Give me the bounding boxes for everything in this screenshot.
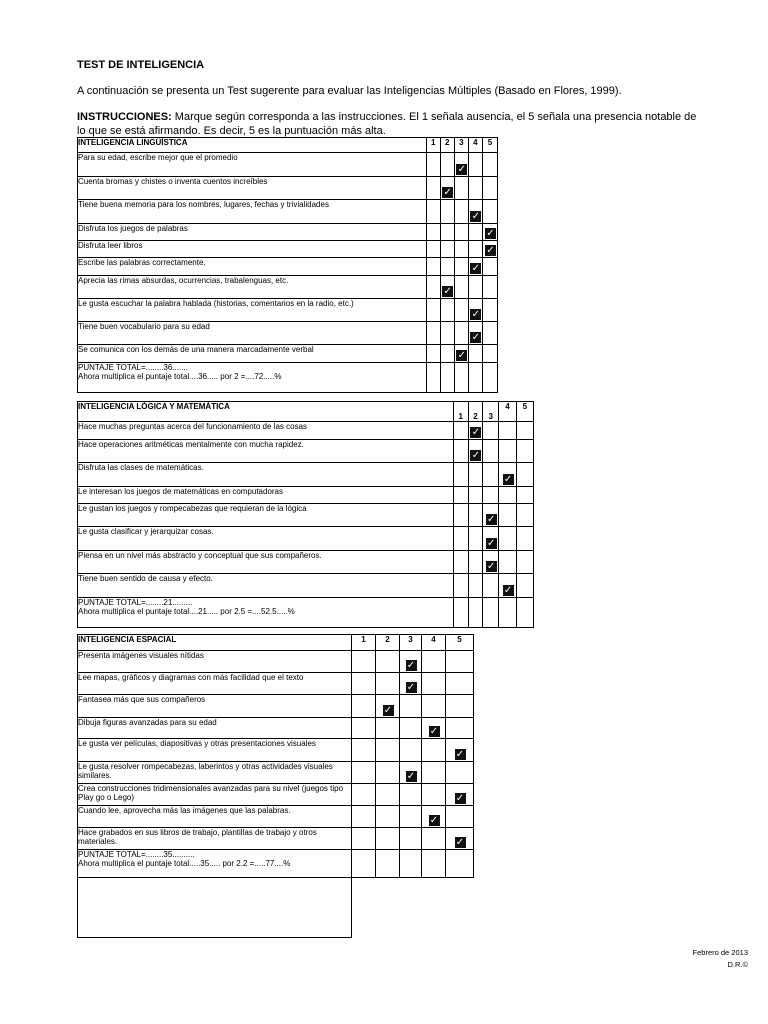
score-cell-5[interactable]	[482, 322, 497, 345]
score-cell-1[interactable]	[352, 651, 376, 673]
item-label: Tiene buena memoria para los nombres, lugares, fechas y trivialidades	[78, 200, 427, 224]
score-cell-1[interactable]	[426, 200, 440, 224]
table-row	[78, 322, 498, 345]
score-cell-3[interactable]	[454, 276, 468, 299]
checkmark-icon: ✓	[443, 286, 452, 297]
item-label: Cuando lee, aprovecha más las imágenes que las palabras.	[78, 806, 352, 828]
item-label: Disfruta leer libros	[78, 241, 427, 258]
score-cell-2[interactable]	[440, 200, 454, 224]
score-cell-1[interactable]	[352, 673, 376, 695]
table-row	[78, 651, 474, 673]
score-cell-1[interactable]	[453, 422, 468, 440]
checkmark-icon: ✓	[455, 793, 465, 804]
item-label: Se comunica con los demás de una manera marcadamente verbal	[78, 345, 427, 363]
table-row	[78, 224, 498, 241]
table-row	[78, 422, 534, 440]
score-cell-2[interactable]	[440, 224, 454, 241]
score-cell-3[interactable]	[454, 322, 468, 345]
instructions-label: INSTRUCCIONES:	[77, 111, 172, 123]
score-cell-4[interactable]	[422, 762, 446, 784]
score-cell-3[interactable]	[483, 527, 499, 551]
score-cell-5[interactable]	[446, 739, 474, 762]
score-cell-5[interactable]	[482, 258, 497, 276]
score-cell-3[interactable]	[400, 784, 422, 806]
table-row	[78, 527, 534, 551]
score-cell-5[interactable]	[446, 695, 474, 718]
total-line: PUNTAJE TOTAL=........35..........	[78, 850, 195, 859]
score-cell-5[interactable]	[482, 299, 497, 322]
score-cell-2[interactable]	[468, 574, 482, 598]
logica-header: INTELIGENCIA LÓGICA Y MATEMÁTICA	[78, 402, 454, 422]
scale-2: 2	[440, 138, 454, 153]
score-cell-5[interactable]	[516, 551, 533, 574]
checkmark-icon: ✓	[487, 538, 496, 549]
score-cell-5[interactable]	[516, 440, 533, 463]
score-cell-2[interactable]	[376, 739, 400, 762]
score-cell-4[interactable]	[468, 153, 482, 177]
linguistica-header: INTELIGENCIA LINGÜÍSTICA	[78, 138, 427, 153]
score-cell-3[interactable]	[400, 739, 422, 762]
score-cell-4[interactable]	[468, 224, 482, 241]
score-cell-4[interactable]	[499, 463, 516, 487]
score-cell-5[interactable]	[482, 241, 497, 258]
table-row	[78, 762, 474, 784]
score-cell-1[interactable]	[426, 258, 440, 276]
total-line: PUNTAJE TOTAL=........21.........	[78, 598, 193, 607]
scale-2: 2	[468, 402, 482, 422]
scale-1: 1	[426, 138, 440, 153]
checkmark-icon: ✓	[443, 187, 452, 198]
score-cell-2[interactable]	[376, 718, 400, 739]
item-label: Le gusta ver películas, diapositivas y otras presentaciones visuales	[78, 739, 352, 762]
score-cell-1[interactable]	[352, 762, 376, 784]
footer-date: Febrero de 2013	[692, 948, 748, 957]
scale-4: 4	[499, 402, 516, 422]
footer	[693, 947, 748, 971]
score-cell-5[interactable]	[516, 422, 533, 440]
score-cell-2[interactable]	[376, 651, 400, 673]
score-cell-5[interactable]	[516, 487, 533, 504]
score-cell-1[interactable]	[453, 527, 468, 551]
item-label: Le interesan los juegos de matemáticas en computadoras	[78, 487, 454, 504]
item-label: Tiene buen sentido de causa y efecto.	[78, 574, 454, 598]
score-cell-2[interactable]	[440, 276, 454, 299]
score-cell-4[interactable]	[422, 718, 446, 739]
score-cell-3[interactable]	[483, 422, 499, 440]
table-row	[78, 673, 474, 695]
score-cell-1[interactable]	[426, 322, 440, 345]
checkmark-icon: ✓	[471, 263, 481, 274]
score-cell-4[interactable]	[499, 422, 516, 440]
item-label: Para su edad, escribe mejor que el promedio	[78, 153, 427, 177]
score-cell-1[interactable]	[453, 504, 468, 527]
checkmark-icon: ✓	[471, 450, 481, 461]
score-cell-3[interactable]	[454, 177, 468, 200]
checkmark-icon: ✓	[487, 561, 496, 572]
score-cell-4[interactable]	[468, 258, 482, 276]
item-label: Fantasea más que sus compañeros	[78, 695, 352, 718]
checkmark-icon: ✓	[503, 474, 513, 485]
table-row	[78, 718, 474, 739]
item-label: Escribe las palabras correctamente.	[78, 258, 427, 276]
score-cell-3[interactable]	[400, 762, 422, 784]
table-row	[78, 345, 498, 363]
score-cell-3[interactable]	[483, 504, 499, 527]
score-cell-1[interactable]	[426, 153, 440, 177]
table-row	[78, 487, 534, 504]
espacial-table	[77, 634, 474, 938]
score-cell-3[interactable]	[400, 806, 422, 828]
checkmark-icon: ✓	[455, 837, 465, 848]
score-cell-5[interactable]	[446, 762, 474, 784]
score-cell-1[interactable]	[426, 177, 440, 200]
scale-5: 5	[516, 402, 533, 422]
score-cell-2[interactable]	[468, 440, 482, 463]
checkmark-icon: ✓	[486, 228, 495, 239]
score-cell-5[interactable]	[446, 673, 474, 695]
score-cell-1[interactable]	[453, 487, 468, 504]
score-cell-2[interactable]	[468, 422, 482, 440]
checkmark-icon: ✓	[471, 332, 481, 343]
total-percent-line: Ahora multiplica el puntaje total....21..... por 2.5 =....52.5.....%	[78, 607, 295, 616]
linguistica-total	[78, 363, 427, 393]
score-cell-4[interactable]	[422, 651, 446, 673]
score-cell-1[interactable]	[426, 345, 440, 363]
score-cell-5[interactable]	[446, 806, 474, 828]
score-cell-3[interactable]	[454, 200, 468, 224]
table-row	[78, 241, 498, 258]
intro-text: A continuación se presenta un Test sugerente para evaluar las Inteligencias Múltiples (Basado en Flores, 1999).	[77, 85, 622, 97]
score-cell-1[interactable]	[426, 224, 440, 241]
score-cell-2[interactable]	[440, 322, 454, 345]
item-label: Hace grabados en sus libros de trabajo, plantillas de trabajo y otros materiales.	[78, 828, 352, 850]
item-label: Hace operaciones aritméticas mentalmente con mucha rapidez.	[78, 440, 454, 463]
score-cell-2[interactable]	[440, 299, 454, 322]
total-line: PUNTAJE TOTAL=........36.......	[78, 363, 188, 372]
score-cell-3[interactable]	[454, 153, 468, 177]
table-row	[78, 153, 498, 177]
checkmark-icon: ✓	[503, 585, 513, 596]
logica-total	[78, 598, 454, 628]
score-cell-2[interactable]	[468, 527, 482, 551]
checkmark-icon: ✓	[406, 660, 416, 671]
score-cell-5[interactable]	[446, 784, 474, 806]
score-cell-2[interactable]	[468, 487, 482, 504]
score-cell-2[interactable]	[468, 551, 482, 574]
item-label: Le gusta clasificar y jerarquizar cosas.	[78, 527, 454, 551]
item-label: Disfruta las clases de matemáticas.	[78, 463, 454, 487]
score-cell-4[interactable]	[468, 241, 482, 258]
scale-1: 1	[453, 402, 468, 422]
score-cell-3[interactable]	[454, 299, 468, 322]
checkmark-icon: ✓	[383, 705, 393, 716]
scale-3: 3	[483, 402, 499, 422]
score-cell-5[interactable]	[516, 504, 533, 527]
score-cell-1[interactable]	[352, 695, 376, 718]
score-cell-3[interactable]	[400, 718, 422, 739]
table-row	[78, 551, 534, 574]
table-row	[78, 200, 498, 224]
logica-table	[77, 401, 534, 628]
checkmark-icon: ✓	[406, 682, 416, 693]
total-percent-line: Ahora multiplica el puntaje total.....35..... por 2.2 =.....77....%	[78, 859, 291, 868]
score-cell-1[interactable]	[352, 718, 376, 739]
score-cell-2[interactable]	[440, 258, 454, 276]
score-cell-4[interactable]	[468, 276, 482, 299]
score-cell-4[interactable]	[468, 299, 482, 322]
score-cell-5[interactable]	[516, 527, 533, 551]
score-cell-5[interactable]	[446, 718, 474, 739]
table-row	[78, 504, 534, 527]
item-label: Hace muchas preguntas acerca del funcionamiento de las cosas	[78, 422, 454, 440]
score-cell-5[interactable]	[516, 463, 533, 487]
item-label: Dibuja figuras avanzadas para su edad	[78, 718, 352, 739]
score-cell-2[interactable]	[468, 463, 482, 487]
item-label: Lee mapas, gráficos y diagramas con más facilidad que el texto	[78, 673, 352, 695]
score-cell-3[interactable]	[483, 574, 499, 598]
score-cell-1[interactable]	[453, 551, 468, 574]
checkmark-icon: ✓	[429, 815, 439, 826]
item-label: Le gustan los juegos y rompecabezas que requieran de la lógica	[78, 504, 454, 527]
score-cell-4[interactable]	[468, 177, 482, 200]
score-cell-5[interactable]	[482, 200, 497, 224]
score-cell-5[interactable]	[482, 153, 497, 177]
total-percent-line: Ahora multiplica el puntaje total....36..... por 2 =....72.....%	[78, 372, 282, 381]
scale-5: 5	[446, 635, 474, 651]
item-label: Aprecia las rimas absurdas, ocurrencias, trabalenguas, etc.	[78, 276, 427, 299]
score-cell-5[interactable]	[482, 345, 497, 363]
score-cell-4[interactable]	[499, 504, 516, 527]
score-cell-1[interactable]	[453, 440, 468, 463]
score-cell-2[interactable]	[376, 673, 400, 695]
instructions	[77, 110, 707, 138]
item-label: Crea construcciones tridimensionales avanzadas para su nivel (juegos tipo Play go o Lego)	[78, 784, 352, 806]
score-cell-1[interactable]	[426, 241, 440, 258]
table-row	[78, 574, 534, 598]
score-cell-4[interactable]	[422, 673, 446, 695]
scale-4: 4	[468, 138, 482, 153]
score-cell-3[interactable]	[454, 224, 468, 241]
score-cell-4[interactable]	[499, 574, 516, 598]
table-row	[78, 440, 534, 463]
table-row	[78, 177, 498, 200]
footer-rights: D.R.©	[727, 960, 748, 969]
scale-3: 3	[454, 138, 468, 153]
score-cell-3[interactable]	[483, 551, 499, 574]
score-cell-3[interactable]	[483, 440, 499, 463]
score-cell-2[interactable]	[376, 784, 400, 806]
score-cell-3[interactable]	[454, 241, 468, 258]
checkmark-icon: ✓	[455, 749, 465, 760]
score-cell-4[interactable]	[499, 440, 516, 463]
score-cell-5[interactable]	[446, 651, 474, 673]
item-label: Le gusta escuchar la palabra hablada (historias, comentarios en la radio, etc.)	[78, 299, 427, 322]
score-cell-3[interactable]	[454, 345, 468, 363]
score-cell-1[interactable]	[426, 276, 440, 299]
score-cell-2[interactable]	[440, 345, 454, 363]
instructions-text: Marque según corresponda a las instrucciones. El 1 señala ausencia, el 5 señala una presencia notable de lo que se está afirmando. Es decir, 5 es la puntuación más alta.	[77, 111, 697, 137]
score-cell-1[interactable]	[453, 574, 468, 598]
item-label: Disfruta los juegos de palabras	[78, 224, 427, 241]
score-cell-4[interactable]	[468, 345, 482, 363]
scale-1: 1	[352, 635, 376, 651]
score-cell-4[interactable]	[468, 200, 482, 224]
checkmark-icon: ✓	[471, 309, 481, 320]
score-cell-1[interactable]	[453, 463, 468, 487]
item-label: Tiene buen vocabulario para su edad	[78, 322, 427, 345]
checkmark-icon: ✓	[406, 771, 416, 782]
score-cell-2[interactable]	[468, 504, 482, 527]
score-cell-5[interactable]	[482, 177, 497, 200]
item-label: Presenta imágenes visuales nítidas	[78, 651, 352, 673]
score-cell-5[interactable]	[516, 574, 533, 598]
table-row	[78, 739, 474, 762]
scale-5: 5	[482, 138, 497, 153]
table-row	[78, 258, 498, 276]
score-cell-1[interactable]	[426, 299, 440, 322]
score-cell-5[interactable]	[482, 224, 497, 241]
score-cell-2[interactable]	[440, 153, 454, 177]
checkmark-icon: ✓	[429, 726, 439, 737]
score-cell-4[interactable]	[468, 322, 482, 345]
score-cell-2[interactable]	[440, 241, 454, 258]
checkmark-icon: ✓	[471, 427, 481, 438]
score-cell-4[interactable]	[499, 527, 516, 551]
table-row	[78, 463, 534, 487]
score-cell-2[interactable]	[376, 695, 400, 718]
table-row	[78, 695, 474, 718]
table-row	[78, 299, 498, 322]
espacial-header: INTELIGENCIA ESPACIAL	[78, 635, 352, 651]
score-cell-3[interactable]	[400, 651, 422, 673]
score-cell-1[interactable]	[352, 806, 376, 828]
scale-4: 4	[422, 635, 446, 651]
score-cell-5[interactable]	[482, 276, 497, 299]
score-cell-2[interactable]	[376, 806, 400, 828]
score-cell-2[interactable]	[440, 177, 454, 200]
item-label: Le gusta resolver rompecabezas, laberintos y otras actividades visuales similares.	[78, 762, 352, 784]
score-cell-1[interactable]	[352, 784, 376, 806]
table-row	[78, 806, 474, 828]
scale-3: 3	[400, 635, 422, 651]
score-cell-3[interactable]	[400, 673, 422, 695]
score-cell-3[interactable]	[483, 463, 499, 487]
score-cell-4[interactable]	[422, 828, 446, 850]
table-row	[78, 276, 498, 299]
table-row	[78, 784, 474, 806]
score-cell-2[interactable]	[376, 828, 400, 850]
item-label: Piensa en un nivel más abstracto y conceptual que sus compañeros.	[78, 551, 454, 574]
score-cell-4[interactable]	[422, 695, 446, 718]
score-cell-3[interactable]	[400, 695, 422, 718]
score-cell-4[interactable]	[499, 551, 516, 574]
score-cell-5[interactable]	[446, 828, 474, 850]
score-cell-1[interactable]	[352, 828, 376, 850]
score-cell-4[interactable]	[422, 784, 446, 806]
checkmark-icon: ✓	[486, 245, 495, 256]
item-label: Cuenta bromas y chistes o inventa cuentos increíbles	[78, 177, 427, 200]
empty-box	[78, 878, 352, 938]
page-title: TEST DE INTELIGENCIA	[77, 59, 205, 71]
espacial-total	[78, 850, 352, 878]
checkmark-icon: ✓	[487, 514, 496, 525]
score-cell-4[interactable]	[422, 806, 446, 828]
score-cell-3[interactable]	[483, 487, 499, 504]
linguistica-table	[77, 137, 498, 393]
score-cell-4[interactable]	[422, 739, 446, 762]
checkmark-icon: ✓	[471, 211, 481, 222]
score-cell-3[interactable]	[400, 828, 422, 850]
score-cell-3[interactable]	[454, 258, 468, 276]
scale-2: 2	[376, 635, 400, 651]
score-cell-2[interactable]	[376, 762, 400, 784]
checkmark-icon: ✓	[457, 164, 466, 175]
checkmark-icon: ✓	[457, 350, 466, 361]
score-cell-4[interactable]	[499, 487, 516, 504]
score-cell-1[interactable]	[352, 739, 376, 762]
table-row	[78, 828, 474, 850]
